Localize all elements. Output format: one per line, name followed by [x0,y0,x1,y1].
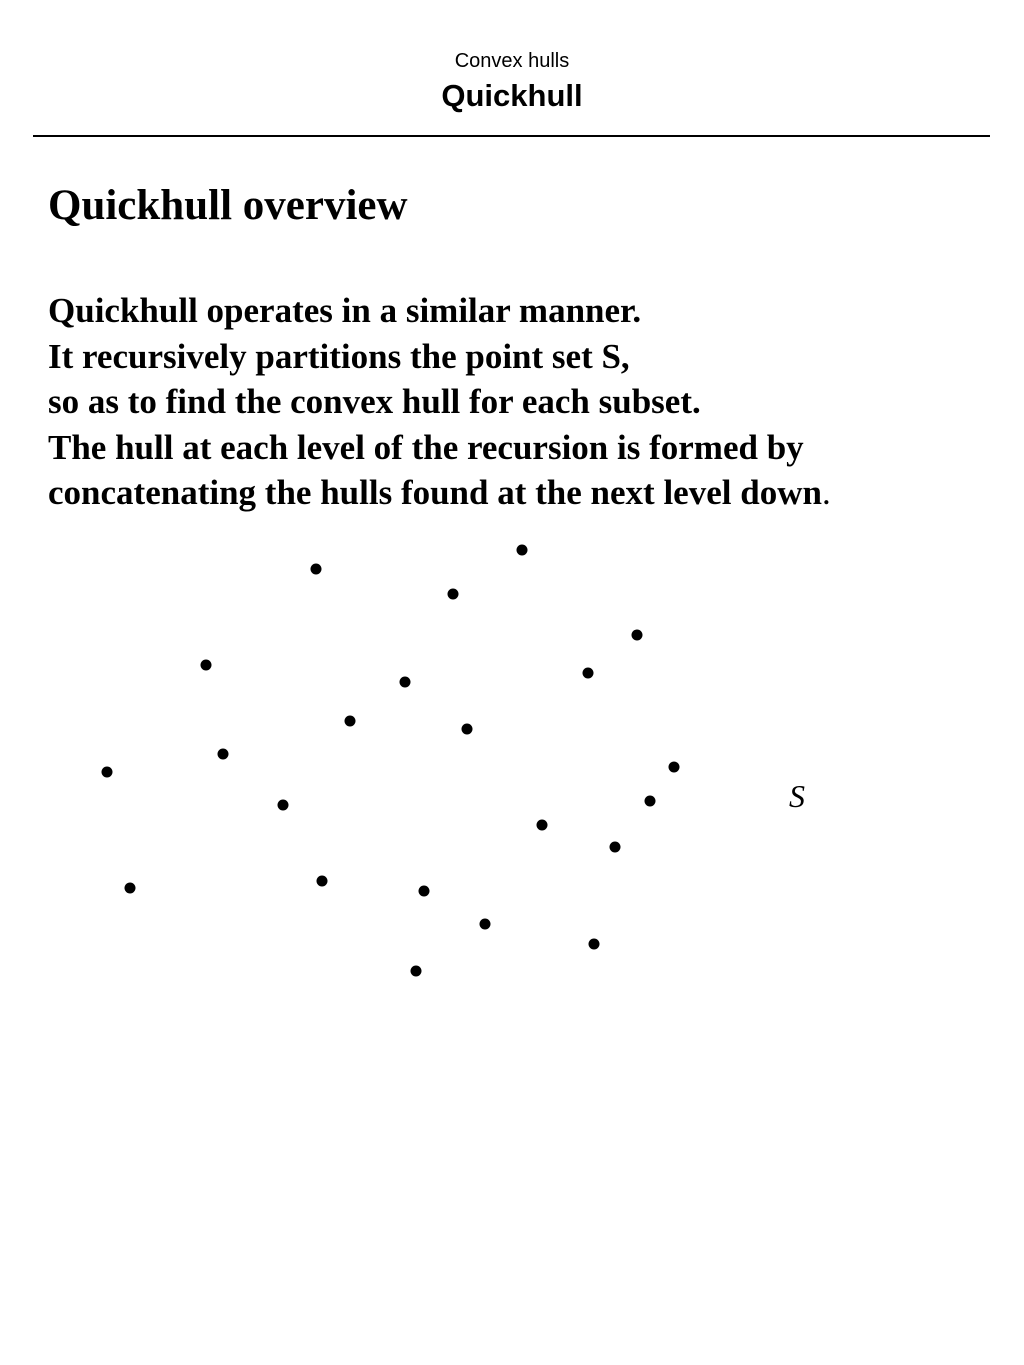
point [610,842,621,853]
body-line: The hull at each level of the recursion is formed by [48,427,804,467]
point [411,966,422,977]
point [462,724,473,735]
body-line: It recursively partitions the point set S, [48,336,630,376]
body-end-punct: . [821,473,831,512]
point [645,796,656,807]
point [345,716,356,727]
point [125,883,136,894]
point [218,749,229,760]
point [400,677,411,688]
slide-heading: Quickhull overview [48,182,408,229]
point [583,668,594,679]
point [669,762,680,773]
point [517,545,528,556]
body-line: Quickhull operates in a similar manner. [48,291,642,330]
point [589,939,600,950]
point-set [102,545,680,977]
point [419,886,430,897]
point [632,630,643,641]
body-line-text: concatenating the hulls found at the next level down [48,473,822,512]
point-set-label: S [789,778,805,814]
point [102,767,113,778]
point [537,820,548,831]
slide-title: Quickhull [441,78,583,113]
point [448,589,459,600]
point [317,876,328,887]
point [480,919,491,930]
point [201,660,212,671]
section-title: Convex hulls [454,50,570,72]
point [278,800,289,811]
point [311,564,322,575]
body-line: so as to find the convex hull for each subset. [48,382,701,421]
